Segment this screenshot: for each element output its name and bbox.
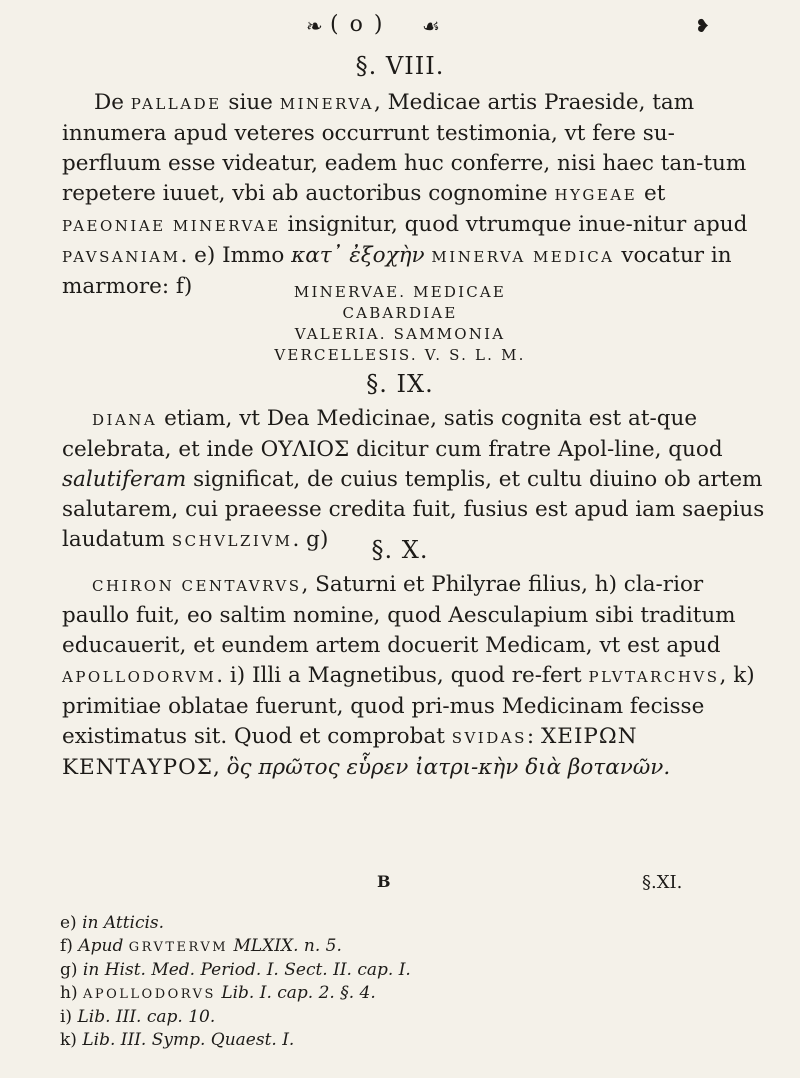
footnote-mark: i) — [60, 1007, 73, 1027]
greek-phrase: κατ᾽ ἐξοχὴν — [291, 243, 425, 268]
page-number: ( o ) — [330, 12, 385, 37]
text: . g) — [292, 527, 329, 552]
name-plutarchus: PLVTARCHVS — [588, 668, 720, 686]
name-pausanias: PAVSANIAM — [62, 248, 181, 266]
header-mark: ❥ — [695, 16, 711, 37]
name-minerva-medica: MINERVA MEDICA — [431, 248, 615, 266]
name-suidas: SVIDAS — [451, 729, 527, 747]
text: De — [94, 90, 131, 115]
inscription-line: VALERIA. SAMMONIA — [294, 325, 506, 343]
greek-quote: ὃς πρῶτος εὗρεν ἰατρι-κὴν διὰ βοτανῶν. — [226, 755, 671, 780]
text: dicitur cum fratre Apol-line, quod — [349, 437, 723, 462]
footnote-mark: h) — [60, 983, 78, 1003]
text: . i) Illi a Magnetibus, quod re-fert — [216, 663, 589, 688]
footnote-author: APOLLODORVS — [83, 987, 216, 1002]
text: vocatur in marmore: f) — [62, 243, 732, 299]
footnotes — [60, 912, 660, 1052]
footnote-author: GRVTERVM — [128, 940, 229, 955]
text: , Medicae artis Praeside, tam innumera apud veteres occurrunt testimonia, vt fere su-perfluum esse videatur, eadem huc conferre, nisi haec tan-tum repetere iuuet, vbi ab auctoribus cognomine — [62, 90, 747, 206]
section-title-x: §. X. — [371, 536, 429, 564]
text: etiam, vt Dea Medicinae, satis cognita est at-que celebrata, et inde — [62, 406, 698, 462]
text: , Saturni et Philyrae filius, h) cla-rior paullo fuit, eo saltim nomine, quod Aesculapium sibi traditum educauerit, et eundem artem docuerit Medicam, vt est apud — [62, 572, 736, 658]
italic-word: salutiferam — [62, 467, 187, 492]
footnote — [60, 982, 660, 1006]
footnote-mark: f) — [60, 936, 73, 956]
inscription-line: VERCELLESIS. V. S. L. M. — [274, 346, 526, 364]
name-chiron: CHIRON CENTAVRVS — [92, 577, 302, 595]
name-pallas: PALLADE — [130, 95, 222, 113]
text: insignitur, quod vtrumque inue-nitur apud — [280, 212, 748, 237]
name-hygeae: HYGEAE — [554, 186, 638, 204]
text: et — [637, 181, 666, 206]
text: , — [212, 755, 227, 780]
footnote-text: Lib. I. cap. 2. §. 4. — [215, 983, 376, 1003]
section-title-viii: §. VIII. — [355, 52, 445, 80]
inscription-line: MINERVAE. MEDICAE — [293, 283, 507, 301]
footnote-mark: e) — [60, 913, 77, 933]
footnote-text: in Hist. Med. Period. I. Sect. II. cap. I. — [82, 960, 411, 980]
footnote — [60, 1029, 660, 1052]
paragraph-viii — [62, 88, 774, 302]
greek-name: ΧΕΙΡΩΝ ΚΕΝΤΑΥΡΟΣ — [62, 724, 638, 780]
footnote — [60, 959, 660, 982]
footnote-text: Apud — [78, 936, 129, 956]
footnote-text: in Atticis. — [82, 913, 165, 933]
name-minerva: MINERVA — [279, 95, 374, 113]
footnote-text: Lib. III. Symp. Quaest. I. — [82, 1030, 295, 1050]
inscription — [0, 282, 800, 366]
name-paeoniae-minervae: PAEONIAE MINERVAE — [62, 217, 281, 235]
footnote-text: Lib. III. cap. 10. — [77, 1007, 216, 1027]
footnote — [60, 1006, 660, 1029]
greek-word: ΟΥΛΙΟΣ — [260, 437, 350, 462]
footnote — [60, 935, 660, 959]
text: . e) Immo — [180, 243, 292, 268]
footnote-text: MLXIX. n. 5. — [228, 936, 342, 956]
text: : — [526, 724, 541, 749]
name-schulzius: SCHVLZIVM — [171, 532, 293, 550]
text: siue — [221, 90, 280, 115]
paragraph-x — [62, 570, 774, 783]
section-title-ix: §. IX. — [366, 370, 434, 398]
footnote — [60, 912, 660, 935]
inscription-line: CABARDIAE — [342, 304, 458, 322]
name-apollodorus: APOLLODORVM — [62, 668, 217, 686]
footnote-mark: k) — [60, 1030, 77, 1050]
paragraph-ix — [62, 404, 774, 556]
footnote-mark: g) — [60, 960, 78, 980]
ornament-left: ❧ — [306, 14, 323, 38]
signature-mark: B — [377, 872, 391, 891]
text: significat, de cuius templis, et cultu diuino ob artem salutarem, cui praeesse credita fuit, fusius est apud iam saepius laudatum — [62, 467, 765, 552]
name-diana: DIANA — [92, 411, 158, 429]
running-header — [0, 6, 800, 46]
text: , k) primitiae oblatae fuerunt, quod pri-mus Medicinam fecisse existimatus sit. Quod et comprobat — [62, 663, 755, 749]
catchword: §.XI. — [642, 872, 683, 893]
ornament-right: ☙ — [422, 14, 440, 38]
